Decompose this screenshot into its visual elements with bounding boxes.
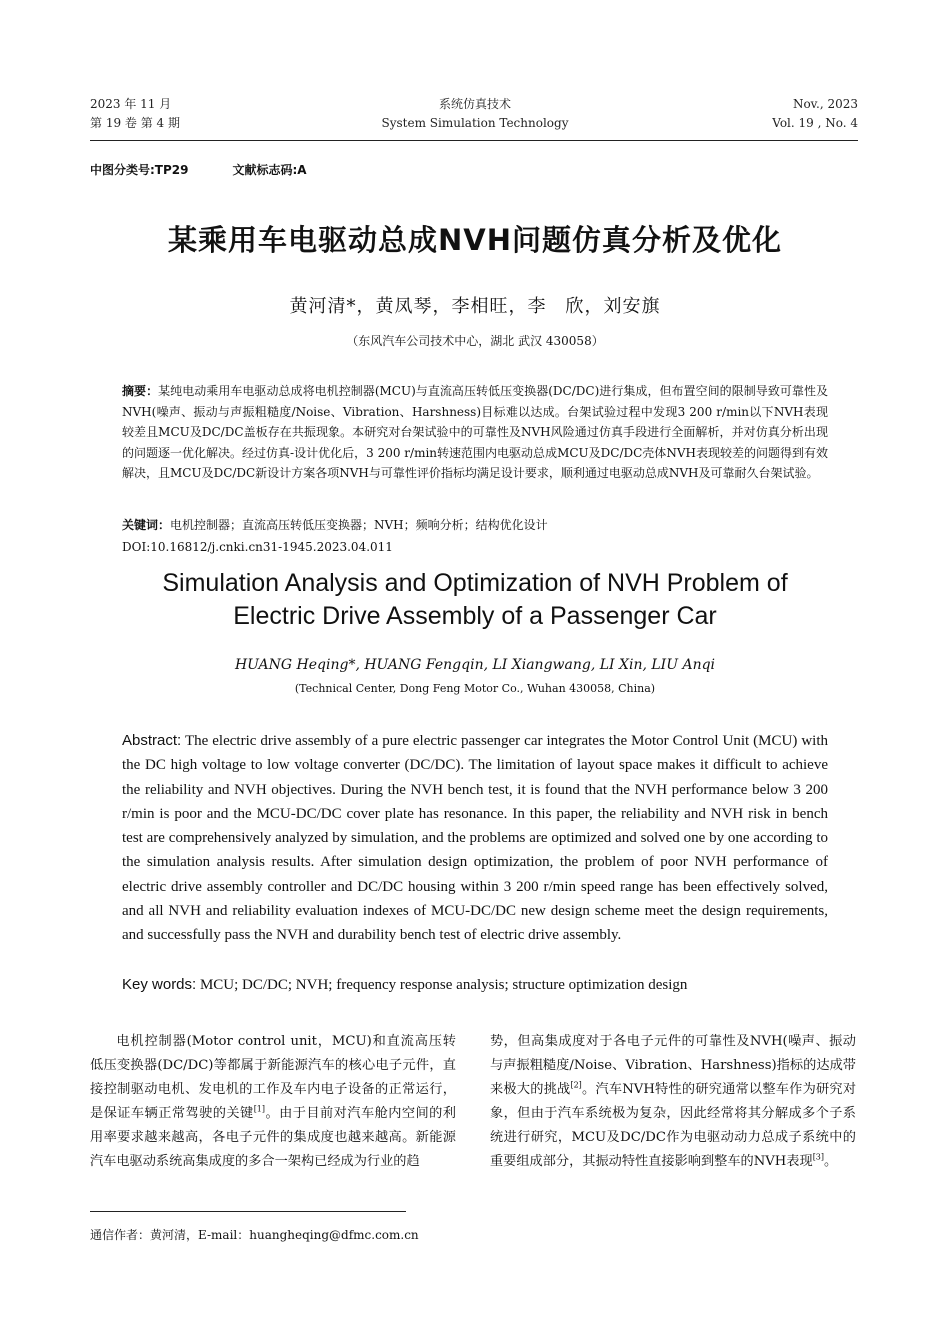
citation-ref-1[interactable]: [1]: [253, 1104, 266, 1114]
title-en-line2: Electric Drive Assembly of a Passenger Car: [233, 602, 717, 630]
header-volume-en: Vol. 19 , No. 4: [772, 116, 858, 130]
header-date: 2023 年 11 月: [90, 97, 172, 111]
citation-ref-2[interactable]: [2]: [570, 1080, 582, 1090]
body-text: 势，但高集成度对于各电子元件的可靠性及NVH(噪声、振动与声振粗糙度/Noise、Vibration、Harshness)指标的达成带来极大的挑战: [490, 1034, 856, 1097]
authors-en: HUANG Heqing*, HUANG Fengqin, LI Xiangwang, LI Xin, LIU Anqi: [234, 657, 716, 673]
classification-line: [90, 161, 307, 178]
abstract-cn-text: 某纯电动乘用车电驱动总成将电机控制器(MCU)与直流高压转低压变换器(DC/DC)进行集成，但布置空间的限制导致可靠性及NVH(噪声、振动与声振粗糙度/Noise、Vibration、Harshness)目标难以达成。台架试验过程中发现3 200 r/min以下NVH表现较差且MCU及DC/DC盖板存在共振现象。本研究对台架试验中的可靠性及NVH风险通过仿真手段进行全面解析，并对仿真分析出现的问题逐一优化解决。经过仿真-设计优化后，3 200 r/min转速范围内电驱动总成MCU及DC/DC壳体NVH表现较差的问题得到有效解决，且MCU及DC/DC新设计方案各项NVH与可靠性评价指标均满足设计要求，顺利通过电驱动总成NVH及可靠耐久台架试验。: [122, 384, 828, 480]
body-text: 。由于目前对汽车舱内空间的利用率要求越来越高，各电子元件的集成度也越来越高。新能源汽车电驱动系统高集成度的多合一架构已经成为行业的趋: [90, 1106, 456, 1169]
body-text: 。汽车NVH特性的研究通常以整车作为研究对象，但由于汽车系统极为复杂，因此经常将其分解成多个子系统进行研究，MCU及DC/DC作为电驱动动力总成子系统中的重要组成部分，其振动特性直接影响到整车的NVH表现: [490, 1082, 857, 1169]
doi: DOI:10.16812/j.cnki.cn31-1945.2023.04.011: [122, 540, 393, 554]
journal-date-volume-en: [772, 95, 858, 133]
keywords-cn-label: 关键词：: [122, 518, 171, 532]
paper-title-cn: 某乘用车电驱动总成NVH问题仿真分析及优化: [168, 223, 782, 257]
journal-name-en: System Simulation Technology: [381, 116, 569, 130]
abstract-en-label: Abstract:: [122, 732, 182, 749]
keywords-cn-text: 电机控制器；直流高压转低压变换器；NVH；频响分析；结构优化设计: [170, 518, 548, 532]
keywords-en: [122, 973, 828, 997]
corresponding-author-footnote: 通信作者：黄河清，E-mail：huangheqing@dfmc.com.cn: [90, 1228, 419, 1242]
body-text: 。: [824, 1154, 838, 1169]
abstract-cn-label: 摘要：: [122, 384, 159, 398]
paper-title-en: [0, 567, 950, 633]
keywords-cn: [122, 515, 828, 535]
abstract-en-text: The electric drive assembly of a pure electric passenger car integrates the Motor Control Unit (MCU) with the DC high voltage to low voltage converter (DC/DC). The limitation of layout space makes it difficult to achieve the reliability and NVH objectives. During the NVH bench test, it is found that the NVH performance below 3 200 r/min is poor and the MCU-DC/DC cover plate has resonance. In this paper, the reliability and NVH risk in bench test are comprehensively analyzed by simulation, and the problems are optimized and solved one by one according to the simulation analysis results. After simulation design optimization, the problem of poor NVH performance of electric drive assembly controller and DC/DC housing within 3 200 r/min speed range has been effectively solved, and all NVH and reliability evaluation indexes of MCU-DC/DC new design scheme meet the design requirements, and successfully pass the NVH and durability bench test of electric drive assembly.: [122, 733, 829, 944]
authors-cn: 黄河清*，黄凤琴，李相旺，李 欣，刘安旗: [289, 296, 661, 317]
body-column-left: [90, 1030, 456, 1174]
affiliation-cn: （东风汽车公司技术中心，湖北 武汉 430058）: [346, 334, 604, 348]
keywords-en-label: Key words:: [122, 976, 197, 993]
document-code: 文献标志码:A: [232, 163, 307, 177]
header-divider: [90, 140, 858, 141]
body-paragraph-1-cont: [490, 1030, 856, 1174]
journal-name-cn: 系统仿真技术: [438, 97, 511, 111]
abstract-cn: [122, 381, 828, 484]
clc-number: 中图分类号:TP29: [90, 163, 189, 177]
header-volume: 第 19 卷 第 4 期: [90, 116, 180, 130]
body-paragraph-1: [90, 1030, 456, 1174]
affiliation-en: (Technical Center, Dong Feng Motor Co., Wuhan 430058, China): [294, 682, 656, 695]
keywords-en-text: MCU; DC/DC; NVH; frequency response analysis; structure optimization design: [199, 977, 688, 993]
header-date-en: Nov., 2023: [792, 97, 858, 111]
abstract-en: [122, 729, 828, 948]
footnote-divider: [90, 1211, 406, 1212]
title-en-line1: Simulation Analysis and Optimization of NVH Problem of: [162, 569, 788, 597]
citation-ref-3[interactable]: [3]: [812, 1152, 825, 1162]
body-column-right: [490, 1030, 856, 1174]
body-text: 电机控制器(Motor control unit，MCU)和直流高压转低压变换器(DC/DC)等都属于新能源汽车的核心电子元件，直接控制驱动电机、发电机的工作及车内电子设备的正常运行，是保证车辆正常驾驶的关键: [90, 1034, 456, 1121]
